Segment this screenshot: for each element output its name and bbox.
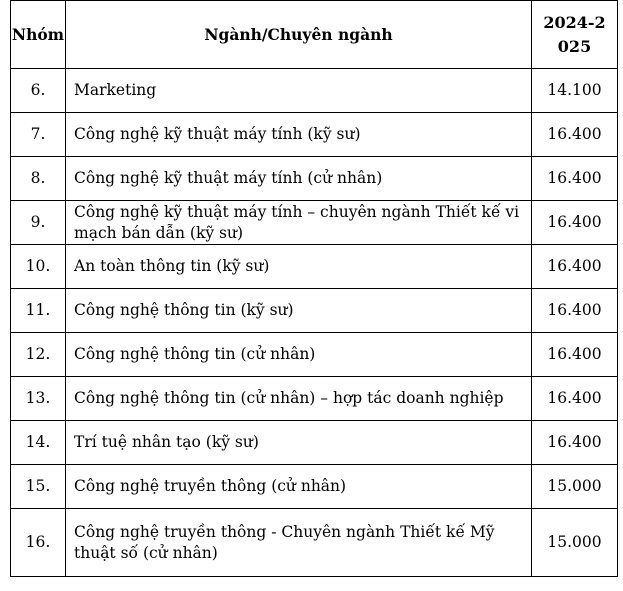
table-row — [11, 465, 618, 509]
row-group: 12. — [11, 333, 66, 377]
row-value: 16.400 — [532, 421, 618, 465]
header-major: Ngành/Chuyên ngành — [66, 1, 532, 69]
table-row — [11, 333, 618, 377]
row-major: Công nghệ kỹ thuật máy tính – chuyên ngành Thiết kế vi mạch bán dẫn (kỹ sư) — [66, 201, 532, 245]
table-row — [11, 289, 618, 333]
row-group: 9. — [11, 201, 66, 245]
row-value: 16.400 — [532, 157, 618, 201]
row-value: 15.000 — [532, 509, 618, 577]
row-major: Công nghệ truyền thông - Chuyên ngành Thiết kế Mỹ thuật số (cử nhân) — [66, 509, 532, 577]
table-row — [11, 113, 618, 157]
row-major: Công nghệ truyền thông (cử nhân) — [66, 465, 532, 509]
row-group: 11. — [11, 289, 66, 333]
table-row — [11, 377, 618, 421]
row-group: 7. — [11, 113, 66, 157]
row-group: 15. — [11, 465, 66, 509]
row-major: Công nghệ kỹ thuật máy tính (cử nhân) — [66, 157, 532, 201]
row-major: Công nghệ thông tin (kỹ sư) — [66, 289, 532, 333]
row-value: 16.400 — [532, 333, 618, 377]
row-major: Trí tuệ nhân tạo (kỹ sư) — [66, 421, 532, 465]
tuition-table — [10, 0, 618, 577]
row-value: 16.400 — [532, 377, 618, 421]
row-group: 16. — [11, 509, 66, 577]
row-group: 6. — [11, 69, 66, 113]
row-value: 15.000 — [532, 465, 618, 509]
table-row — [11, 509, 618, 577]
row-major: Công nghệ thông tin (cử nhân) – hợp tác doanh nghiệp — [66, 377, 532, 421]
header-year-part2: 025 — [557, 36, 592, 56]
row-group: 14. — [11, 421, 66, 465]
row-major: An toàn thông tin (kỹ sư) — [66, 245, 532, 289]
row-major: Marketing — [66, 69, 532, 113]
table-row — [11, 69, 618, 113]
row-major: Công nghệ thông tin (cử nhân) — [66, 333, 532, 377]
row-value: 16.400 — [532, 113, 618, 157]
row-value: 14.100 — [532, 69, 618, 113]
table-row — [11, 157, 618, 201]
row-value: 16.400 — [532, 245, 618, 289]
row-group: 8. — [11, 157, 66, 201]
row-major: Công nghệ kỹ thuật máy tính (kỹ sư) — [66, 113, 532, 157]
table-row — [11, 245, 618, 289]
table-header-row — [11, 1, 618, 69]
row-group: 13. — [11, 377, 66, 421]
row-value: 16.400 — [532, 201, 618, 245]
header-year-part1: 2024-2 — [543, 12, 606, 32]
table-row — [11, 421, 618, 465]
row-group: 10. — [11, 245, 66, 289]
header-group: Nhóm — [11, 1, 66, 69]
header-year — [532, 1, 618, 69]
table-row — [11, 201, 618, 245]
row-value: 16.400 — [532, 289, 618, 333]
